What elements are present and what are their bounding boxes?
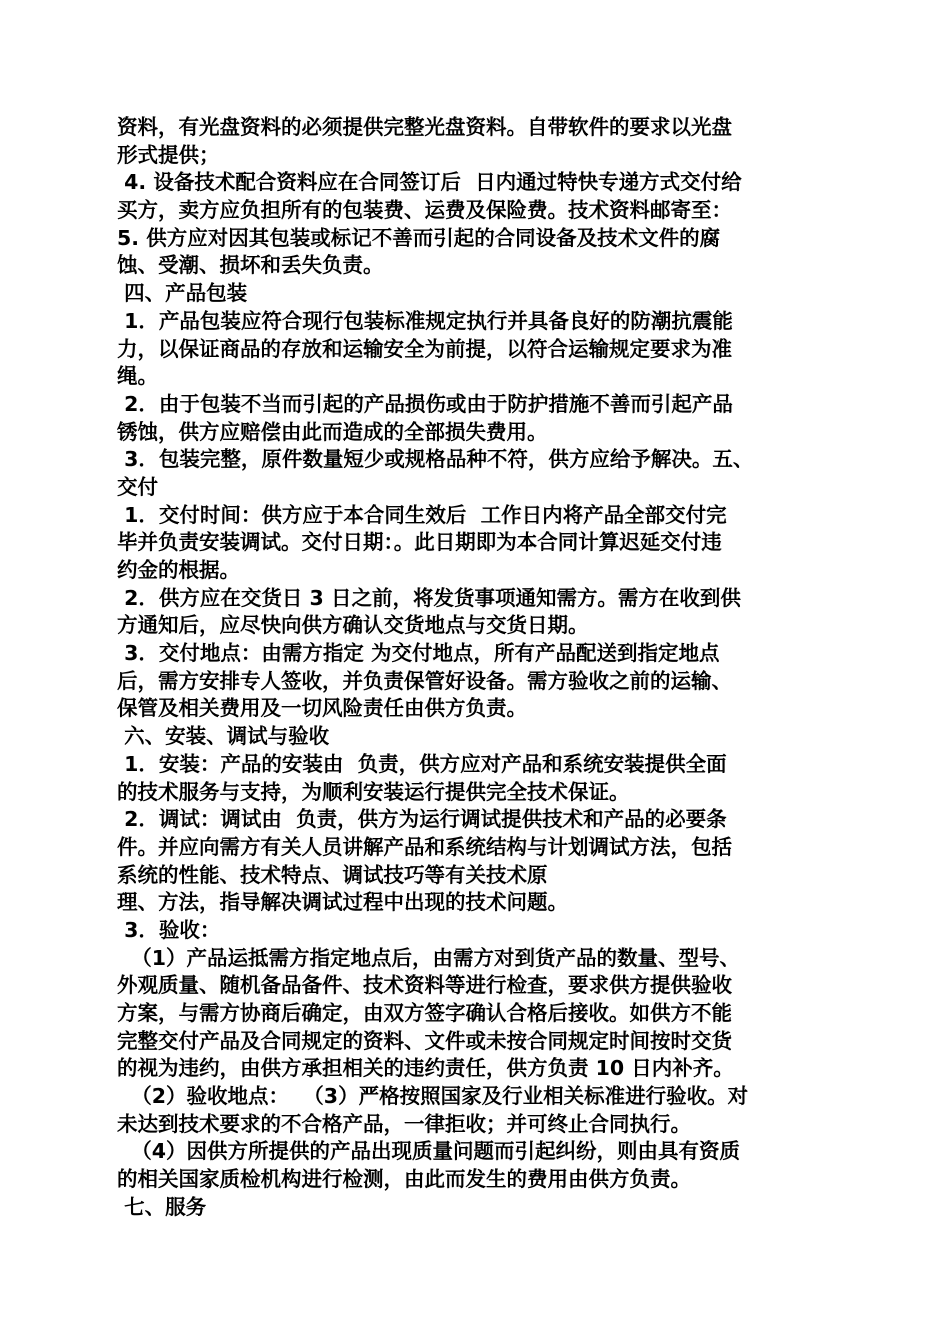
- text-line: 方通知后，应尽快向供方确认交货地点与交货日期。: [117, 613, 589, 638]
- text-line: 锈蚀，供方应赔偿由此而造成的全部损失费用。: [117, 419, 548, 444]
- text-line: 1．安装：产品的安装由 负责，供方应对产品和系统安装提供全面: [117, 751, 727, 776]
- text-line: 件。并应向需方有关人员讲解产品和系统结构与计划调试方法，包括: [117, 834, 732, 859]
- section-heading: 交付: [117, 474, 158, 499]
- text-line: 2．由于包装不当而引起的产品损伤或由于防护措施不善而引起产品: [117, 391, 733, 416]
- text-line: 完整交付产品及合同规定的资料、文件或未按合同规定时间按时交货: [117, 1028, 732, 1053]
- text-line: 形式提供；: [117, 142, 220, 167]
- text-line: 约金的根据。: [117, 558, 240, 582]
- text-line: 的视为违约，由供方承担相关的违约责任，供方负责 10 日内补齐。: [117, 1056, 734, 1081]
- section-heading: 四、产品包装: [117, 281, 248, 306]
- text-line: 4. 设备技术配合资料应在合同签订后 日内通过特快专递方式交付给: [117, 170, 742, 195]
- text-line: 保管及相关费用及一切风险责任由供方负责。: [117, 696, 527, 721]
- text-line: 买方，卖方应负担所有的包装费、运费及保险费。技术资料邮寄至：: [117, 198, 732, 223]
- text-line: 资料，有光盘资料的必须提供完整光盘资料。自带软件的要求以光盘: [117, 115, 732, 139]
- text-line: 1．产品包装应符合现行包装标准规定执行并具备良好的防潮抗震能: [117, 308, 733, 333]
- text-line: （2）验收地点： （3）严格按照国家及行业相关标准进行验收。对: [117, 1084, 749, 1109]
- text-line: 未达到技术要求的不合格产品，一律拒收；并可终止合同执行。: [117, 1111, 691, 1136]
- text-line: 3．交付地点：由需方指定 为交付地点，所有产品配送到指定地点: [117, 641, 720, 666]
- text-line: 1．交付时间：供方应于本合同生效后 工作日内将产品全部交付完: [117, 502, 727, 527]
- text-line: （4）因供方所提供的产品出现质量问题而引起纠纷，则由具有资质: [117, 1139, 741, 1164]
- text-line: 2．调试：调试由 负责，供方为运行调试提供技术和产品的必要条: [117, 807, 727, 832]
- text-line: 后，需方安排专人签收，并负责保管好设备。需方验收之前的运输、: [117, 668, 732, 693]
- text-line: （1）产品运抵需方指定地点后，由需方对到货产品的数量、型号、: [117, 945, 741, 970]
- text-line: 外观质量、随机备品备件、技术资料等进行检查，要求供方提供验收: [117, 973, 732, 998]
- text-line: 3．包装完整，原件数量短少或规格品种不符，供方应给予解决。五、: [117, 447, 754, 472]
- text-line: 方案，与需方协商后确定，由双方签字确认合格后接收。如供方不能: [117, 1001, 732, 1025]
- text-line: 蚀、受潮、损坏和丢失负责。: [117, 253, 384, 278]
- section-heading: 六、安装、调试与验收: [117, 724, 330, 749]
- text-line: 理、方法，指导解决调试过程中出现的技术问题。: [117, 890, 568, 915]
- document-body: [117, 114, 837, 1222]
- text-line: 系统的性能、技术特点、调试技巧等有关技术原: [117, 862, 548, 887]
- text-line: 的相关国家质检机构进行检测，由此而发生的费用由供方负责。: [117, 1167, 691, 1192]
- text-line: 毕并负责安装调试。交付日期：。此日期即为本合同计算迟延交付违: [117, 530, 722, 555]
- text-line: 3．验收：: [117, 917, 221, 942]
- text-line: 绳。: [117, 364, 158, 389]
- text-line: 5. 供方应对因其包装或标记不善而引起的合同设备及技术文件的腐: [117, 225, 721, 250]
- section-heading: 七、服务: [117, 1194, 207, 1219]
- text-line: 的技术服务与支持，为顺利安装运行提供完全技术保证。: [117, 779, 630, 804]
- text-line: 力，以保证商品的存放和运输安全为前提，以符合运输规定要求为准: [117, 336, 732, 361]
- text-line: 2．供方应在交货日 3 日之前，将发货事项通知需方。需方在收到供: [117, 585, 741, 610]
